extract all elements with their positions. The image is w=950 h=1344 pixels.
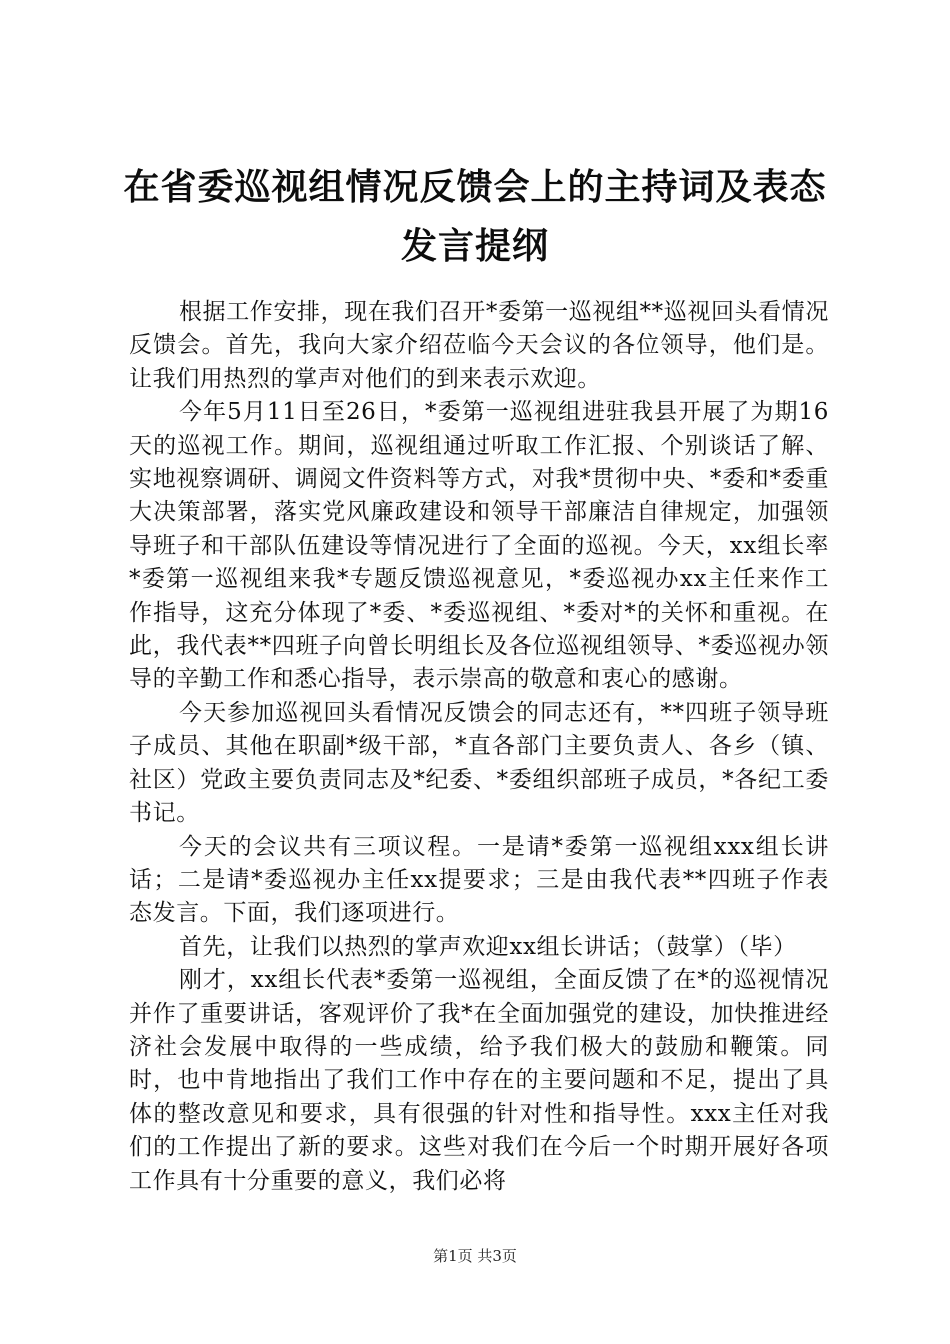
paragraph-attendees: 今天参加巡视回头看情况反馈会的同志还有，**四班子领导班子成员、其他在职副*级干部，*直各部门主要负责人、各乡（镇、社区）党政主要负责同志及*纪委、*委组织部班子成员，*各纪工委书记。 (129, 699, 829, 827)
paragraph-opening: 根据工作安排，现在我们召开*委第一巡视组**巡视回头看情况反馈会。首先，我向大家介绍莅临今天会议的各位领导，他们是。让我们用热烈的掌声对他们的到来表示欢迎。 (129, 299, 829, 392)
paragraph-inspection-summary: 今年5月11日至26日，*委第一巡视组进驻我县开展了为期16天的巡视工作。期间，巡视组通过听取工作汇报、个别谈话了解、实地视察调研、调阅文件资料等方式，对我*贯彻中央、*委和*委重大决策部署，落实党风廉政建设和领导干部廉洁自律规定，加强领导班子和干部队伍建设等情况进行了全面的巡视。今天，xx组长率*委第一巡视组来我*专题反馈巡视意见，*委巡视办xx主任来作工作指导，这充分体现了*委、*委巡视组、*委对*的关怀和重视。在此，我代表**四班子向曾长明组长及各位巡视组领导、*委巡视办领导的辛勤工作和悉心指导，表示崇高的敬意和衷心的感谢。 (129, 399, 829, 693)
document-title: 在省委巡视组情况反馈会上的主持词及表态发言提纲 (123, 166, 827, 267)
paragraph-welcome-speech: 首先，让我们以热烈的掌声欢迎xx组长讲话；（鼓掌）（毕） (179, 933, 797, 960)
paragraph-remarks: 刚才，xx组长代表*委第一巡视组，全面反馈了在*的巡视情况并作了重要讲话，客观评价了我*在全面加强党的建设，加快推进经济社会发展中取得的一些成绩，给予我们极大的鼓励和鞭策。同时，也中肯地指出了我们工作中存在的主要问题和不足，提出了具体的整改意见和要求，具有很强的针对性和指导性。xxx主任对我们的工作提出了新的要求。这些对我们在今后一个时期开展好各项工作具有十分重要的意义，我们必将 (129, 967, 829, 1194)
document-body (129, 296, 829, 1198)
page-number-footer: 第1页 共3页 (433, 1247, 517, 1265)
paragraph-agenda: 今天的会议共有三项议程。一是请*委第一巡视组xxx组长讲话；二是请*委巡视办主任xx提要求；三是由我代表**四班子作表态发言。下面，我们逐项进行。 (129, 833, 829, 927)
